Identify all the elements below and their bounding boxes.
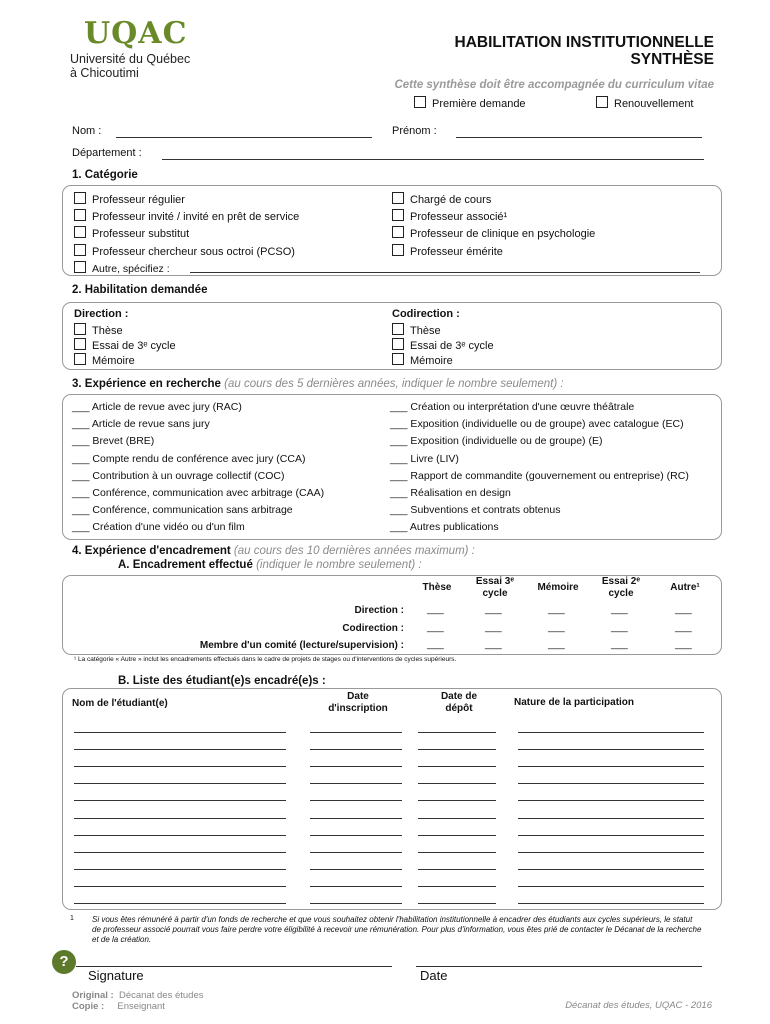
help-icon[interactable]: ? xyxy=(52,950,76,974)
date-label: Date xyxy=(420,968,448,983)
count-field[interactable]: ___ xyxy=(427,622,444,633)
checkbox[interactable] xyxy=(392,209,404,221)
count-field[interactable]: ___ xyxy=(485,639,502,650)
student-row-field[interactable] xyxy=(518,886,704,887)
signature-line[interactable] xyxy=(76,966,392,967)
distribution-copy xyxy=(72,1001,165,1012)
research-right-3[interactable]: ___ Exposition (individuelle ou de groupe) (E) xyxy=(390,435,603,447)
direction-these[interactable] xyxy=(74,323,123,337)
section3-title: 3. Expérience en recherche xyxy=(72,378,221,390)
count-field[interactable]: ___ xyxy=(548,622,565,633)
copy-label: Copie : xyxy=(72,1001,105,1012)
section4b-heading: B. Liste des étudiant(e)s encadré(e)s : xyxy=(118,675,326,687)
checkbox[interactable] xyxy=(392,323,404,335)
title-line1: HABILITATION INSTITUTIONNELLE xyxy=(454,34,714,51)
departement-label: Département : xyxy=(72,147,142,159)
signature-label: Signature xyxy=(88,968,144,983)
student-row-field[interactable] xyxy=(418,800,496,801)
checkbox[interactable] xyxy=(392,244,404,256)
count-field[interactable]: ___ xyxy=(548,639,565,650)
research-box xyxy=(62,394,722,540)
student-row-field[interactable] xyxy=(310,835,402,836)
option-label: Mémoire xyxy=(410,355,453,367)
checkbox[interactable] xyxy=(74,261,86,273)
category-label: Professeur chercheur sous octroi (PCSO) xyxy=(92,246,295,258)
prenom-label: Prénom : xyxy=(392,125,437,137)
research-left-4[interactable]: ___ Compte rendu de conférence avec jury (CCA) xyxy=(72,453,306,465)
uqac-logo: UQAC xyxy=(84,16,188,51)
student-row-field[interactable] xyxy=(518,800,704,801)
nom-field[interactable] xyxy=(116,137,372,138)
codirection-heading: Codirection : xyxy=(392,308,460,320)
row-codirection: Codirection : xyxy=(342,623,404,634)
subtitle: Cette synthèse doit être accompagnée du curriculum vitae xyxy=(394,79,714,91)
checkbox[interactable] xyxy=(596,96,608,108)
original-label: Original : xyxy=(72,990,114,1001)
row-direction: Direction : xyxy=(354,605,404,616)
student-row-field[interactable] xyxy=(310,869,402,870)
student-row-field[interactable] xyxy=(518,835,704,836)
header-student-name: Nom de l'étudiant(e) xyxy=(72,698,168,709)
student-row-field[interactable] xyxy=(518,749,704,750)
header-registration-date: Date d'inscription xyxy=(328,691,388,714)
student-row-field[interactable] xyxy=(74,749,286,750)
count-field[interactable]: ___ xyxy=(675,622,692,633)
category-left-3[interactable] xyxy=(74,226,189,240)
student-row-field[interactable] xyxy=(310,766,402,767)
checkbox[interactable] xyxy=(74,323,86,335)
option-label: Essai de 3ᵉ cycle xyxy=(92,340,176,352)
category-left-2[interactable] xyxy=(74,209,299,223)
section2-heading: 2. Habilitation demandée xyxy=(72,284,208,296)
departement-field[interactable] xyxy=(162,159,704,160)
checkbox[interactable] xyxy=(392,192,404,204)
count-field[interactable]: ___ xyxy=(611,604,628,615)
section4a-note: (indiquer le nombre seulement) : xyxy=(256,559,422,571)
option-label: Essai de 3ᵉ cycle xyxy=(410,340,494,352)
count-field[interactable]: ___ xyxy=(427,604,444,615)
page-title xyxy=(354,34,714,68)
student-row-field[interactable] xyxy=(418,903,496,904)
count-field[interactable]: ___ xyxy=(675,604,692,615)
student-row-field[interactable] xyxy=(74,903,286,904)
category-label: Professeur régulier xyxy=(92,194,185,206)
copy-value: Enseignant xyxy=(117,1001,165,1012)
student-row-field[interactable] xyxy=(518,869,704,870)
option-label: Mémoire xyxy=(92,355,135,367)
col-these: Thèse xyxy=(422,582,452,593)
checkbox[interactable] xyxy=(74,244,86,256)
student-row-field[interactable] xyxy=(74,783,286,784)
col-autre: Autre¹ xyxy=(670,582,700,593)
student-row-field[interactable] xyxy=(74,886,286,887)
section3-note: (au cours des 5 dernières années, indiquer le nombre seulement) : xyxy=(224,378,564,390)
student-row-field[interactable] xyxy=(310,783,402,784)
student-row-field[interactable] xyxy=(310,732,402,733)
student-row-field[interactable] xyxy=(418,852,496,853)
student-row-field[interactable] xyxy=(74,835,286,836)
footnote-marker: 1 xyxy=(70,915,74,922)
student-row-field[interactable] xyxy=(310,903,402,904)
count-field[interactable]: ___ xyxy=(427,639,444,650)
category-left-1[interactable] xyxy=(74,192,185,206)
research-left-5[interactable]: ___ Contribution à un ouvrage collectif (COC) xyxy=(72,470,285,482)
codirection-these[interactable] xyxy=(392,323,441,337)
student-row-field[interactable] xyxy=(310,800,402,801)
category-right-3[interactable] xyxy=(392,226,595,240)
student-row-field[interactable] xyxy=(418,869,496,870)
category-label: Professeur substitut xyxy=(92,228,190,240)
student-row-field[interactable] xyxy=(74,818,286,819)
section3-heading xyxy=(72,378,564,390)
section4-heading xyxy=(72,545,475,557)
count-field[interactable]: ___ xyxy=(675,639,692,650)
checkbox[interactable] xyxy=(74,192,86,204)
research-right-4[interactable]: ___ Livre (LIV) xyxy=(390,453,459,465)
checkbox[interactable] xyxy=(392,226,404,238)
direction-essai[interactable] xyxy=(74,338,176,352)
student-row-field[interactable] xyxy=(518,903,704,904)
category-left-4[interactable] xyxy=(74,244,295,258)
student-row-field[interactable] xyxy=(310,818,402,819)
first-request-label: Première demande xyxy=(432,98,526,110)
student-row-field[interactable] xyxy=(74,800,286,801)
row-committee: Membre d'un comité (lecture/supervision) : xyxy=(199,640,404,651)
header-deposit-date: Date de dépôt xyxy=(440,691,478,714)
header-participation: Nature de la participation xyxy=(514,697,635,708)
page-credit: Décanat des études, UQAC - 2016 xyxy=(565,1000,712,1011)
category-other-label: Autre, spécifiez : xyxy=(92,263,170,275)
student-row-field[interactable] xyxy=(74,869,286,870)
university-name xyxy=(70,52,190,80)
nom-label: Nom : xyxy=(72,125,102,137)
student-row-field[interactable] xyxy=(418,732,496,733)
student-row-field[interactable] xyxy=(310,886,402,887)
research-right-5[interactable]: ___ Rapport de commandite (gouvernement ou entreprise) (RC) xyxy=(390,470,689,482)
checkbox[interactable] xyxy=(74,338,86,350)
research-left-2[interactable]: ___ Article de revue sans jury xyxy=(72,418,210,430)
student-row-field[interactable] xyxy=(74,766,286,767)
category-right-4[interactable] xyxy=(392,244,503,258)
direction-memoire[interactable] xyxy=(74,353,135,367)
category-other-field[interactable] xyxy=(190,272,700,273)
research-right-7[interactable]: ___ Subventions et contrats obtenus xyxy=(390,504,561,516)
student-row-field[interactable] xyxy=(74,852,286,853)
university-line1: Université du Québec xyxy=(70,52,191,66)
student-row-field[interactable] xyxy=(518,766,704,767)
student-row-field[interactable] xyxy=(74,732,286,733)
research-left-7[interactable]: ___ Conférence, communication sans arbitrage xyxy=(72,504,293,516)
option-label: Thèse xyxy=(410,325,441,337)
category-other[interactable] xyxy=(74,261,170,275)
research-left-3[interactable]: ___ Brevet (BRE) xyxy=(72,435,155,447)
col-essai2: Essai 2ᵉ cycle xyxy=(601,576,641,599)
student-row-field[interactable] xyxy=(418,766,496,767)
student-row-field[interactable] xyxy=(310,749,402,750)
supervision-footnote: ¹ La catégorie « Autre » inclut les encadrements effectués dans le cadre de projets de stages ou d'interventions de cycles supérieurs. xyxy=(74,656,457,663)
student-row-field[interactable] xyxy=(518,783,704,784)
category-label: Professeur émérite xyxy=(410,246,503,258)
checkbox[interactable] xyxy=(74,209,86,221)
section4a-heading xyxy=(118,559,422,571)
university-line2: à Chicoutimi xyxy=(70,66,139,80)
section4-title: 4. Expérience d'encadrement xyxy=(72,545,231,557)
count-field[interactable]: ___ xyxy=(611,622,628,633)
checkbox[interactable] xyxy=(74,353,86,365)
student-row-field[interactable] xyxy=(418,818,496,819)
research-left-6[interactable]: ___ Conférence, communication avec arbitrage (CAA) xyxy=(72,487,325,499)
checkbox[interactable] xyxy=(414,96,426,108)
col-essai3: Essai 3ᵉ cycle xyxy=(475,576,515,599)
col-memoire: Mémoire xyxy=(537,582,579,593)
research-left-8[interactable]: ___ Création d'une vidéo ou d'un film xyxy=(72,521,245,533)
student-row-field[interactable] xyxy=(418,749,496,750)
research-right-8[interactable]: ___ Autres publications xyxy=(390,521,499,533)
renewal-option[interactable] xyxy=(596,96,694,110)
student-row-field[interactable] xyxy=(418,783,496,784)
renewal-label: Renouvellement xyxy=(614,98,694,110)
codirection-memoire[interactable] xyxy=(392,353,453,367)
section1-heading: 1. Catégorie xyxy=(72,169,138,181)
research-right-2[interactable]: ___ Exposition (individuelle ou de groupe) avec catalogue (EC) xyxy=(390,418,684,430)
category-label: Professeur associé¹ xyxy=(410,211,508,223)
count-field[interactable]: ___ xyxy=(548,604,565,615)
section4-note: (au cours des 10 dernières années maximum) : xyxy=(233,545,475,557)
checkbox[interactable] xyxy=(392,338,404,350)
research-right-1[interactable]: ___ Création ou interprétation d'une œuvre théâtrale xyxy=(390,401,635,413)
student-row-field[interactable] xyxy=(310,852,402,853)
section4a-title: A. Encadrement effectué xyxy=(118,559,253,571)
footer-footnote: Si vous êtes rémunéré à partir d'un fonds de recherche et que vous souhaitez obtenir l'habilitation institutionnelle à encadrer des étudiants aux cycles supérieurs, le statut de professeur associé pourrait vous faire perdre votre éligibilité à recevoir une rémunération. Pour plus d'information, vous êtes prié de contacter le Décanat de la recherche et de la création. xyxy=(92,915,702,944)
category-label: Professeur invité / invité en prêt de service xyxy=(92,211,300,223)
category-label: Chargé de cours xyxy=(410,194,492,206)
research-left-1[interactable]: ___ Article de revue avec jury (RAC) xyxy=(72,401,242,413)
original-value: Décanat des études xyxy=(118,990,204,1001)
prenom-field[interactable] xyxy=(456,137,702,138)
first-request-option[interactable] xyxy=(414,96,526,110)
count-field[interactable]: ___ xyxy=(485,604,502,615)
option-label: Thèse xyxy=(92,325,123,337)
category-right-2[interactable] xyxy=(392,209,507,223)
student-row-field[interactable] xyxy=(518,732,704,733)
count-field[interactable]: ___ xyxy=(485,622,502,633)
checkbox[interactable] xyxy=(74,226,86,238)
student-row-field[interactable] xyxy=(518,852,704,853)
title-line2: SYNTHÈSE xyxy=(630,51,714,68)
checkbox[interactable] xyxy=(392,353,404,365)
student-row-field[interactable] xyxy=(518,818,704,819)
direction-heading: Direction : xyxy=(74,308,129,320)
date-line[interactable] xyxy=(416,966,702,967)
codirection-essai[interactable] xyxy=(392,338,494,352)
category-right-1[interactable] xyxy=(392,192,491,206)
count-field[interactable]: ___ xyxy=(611,639,628,650)
category-label: Professeur de clinique en psychologie xyxy=(410,228,596,240)
student-row-field[interactable] xyxy=(418,835,496,836)
distribution-original xyxy=(72,990,204,1001)
research-right-6[interactable]: ___ Réalisation en design xyxy=(390,487,511,499)
student-list-box xyxy=(62,688,722,910)
student-row-field[interactable] xyxy=(418,886,496,887)
